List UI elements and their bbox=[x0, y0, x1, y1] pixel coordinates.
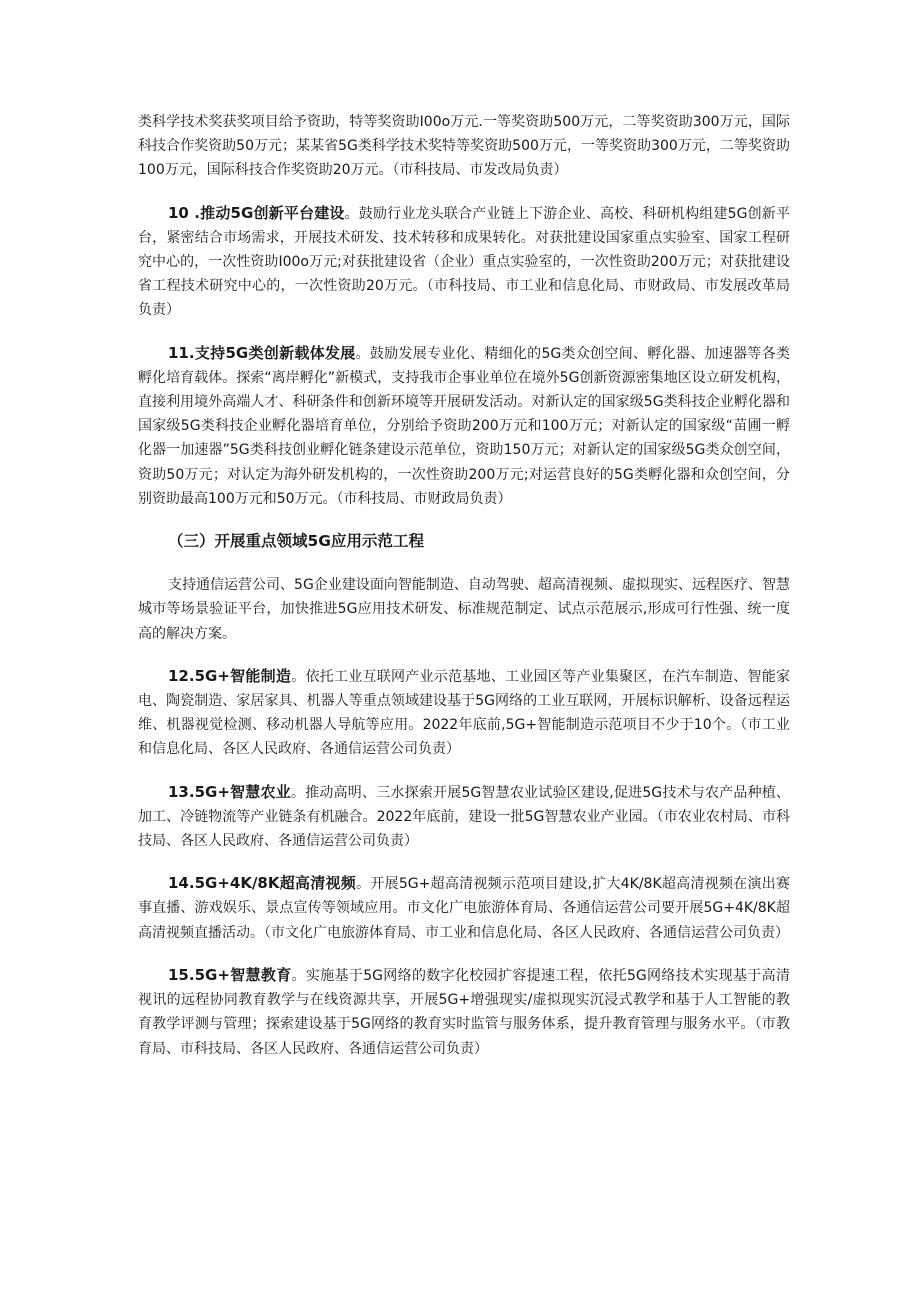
paragraph-body: 。鼓励行业龙头联合产业链上下游企业、高校、科研机构组建5G创新平台，紧密结合市场需求，开展技术研发、技术转移和成果转化。对获批建设国家重点实验室、国家工程研究中心的，一次性资助I00o万元;对获批建设省（企业）重点实验室的，一次性资助200万元；对获批建设省工程技术研究中心的，一次性资助20万元。（市科技局、市工业和信息化局、市财政局、市发展改革局负责） bbox=[138, 205, 790, 319]
paragraph-item-12 bbox=[138, 664, 790, 762]
item-heading: 12.5G+智能制造 bbox=[168, 666, 292, 685]
paragraph-body: 。实施基于5G网络的数字化校园扩容提速工程，依托5G网络技术实现基于高清视讯的远程协同教育教学与在线资源共享，开展5G+增强现实/虚拟现实沉浸式教学和基于人工智能的教育教学评测与管理；探索建设基于5G网络的教育实时监管与服务体系，提升教育管理与服务水平。（市教育局、市科技局、各区人民政府、各通信运营公司负责） bbox=[138, 967, 791, 1057]
paragraph-item-13 bbox=[138, 780, 790, 854]
item-heading: 10 .推动5G创新平台建设 bbox=[168, 203, 345, 222]
paragraph-body: 。依托工业互联网产业示范基地、工业园区等产业集聚区，在汽车制造、智能家电、陶瓷制造、家居家具、机器人等重点领域建设基于5G网络的工业互联网，开展标识解析、设备远程运维、机器视觉检测、移动机器人导航等应用。2022年底前,5G+智能制造示范项目不少于10个。（市工业和信息化局、各区人民政府、各通信运营公司负责） bbox=[138, 668, 790, 758]
document-page bbox=[138, 110, 790, 1079]
paragraph-continuation bbox=[138, 110, 790, 183]
paragraph-body: 类科学技术奖获奖项目给予资助，特等奖资助I00o万元.一等奖资助500万元，二等奖资助300万元，国际科技合作奖资助50万元；某某省5G类科学技术奖特等奖资助500万元，一等奖资助300万元，二等奖资助100万元，国际科技合作奖资助20万元。（市科技局、市发改局负责） bbox=[138, 114, 790, 179]
paragraph-item-11 bbox=[138, 341, 790, 511]
paragraph-body: 。推动高明、三水探索开展5G智慧农业试验区建设,促进5G技术与农产品种植、加工、冷链物流等产业链条有机融合。2022年底前，建设一批5G智慧农业产业园。（市农业农村局、市科技局、各区人民政府、各通信运营公司负责） bbox=[138, 784, 790, 850]
paragraph-item-10 bbox=[138, 201, 790, 323]
paragraph-item-14 bbox=[138, 871, 790, 945]
section-intro: 支持通信运营公司、5G企业建设面向智能制造、自动驾驶、超高清视频、虚拟现实、远程医疗、智慧城市等场景验证平台，加快推进5G应用技术研发、标准规范制定、试点示范展示,形成可行性强、统一度高的解决方案。 bbox=[138, 577, 790, 642]
item-heading: 14.5G+4K/8K超高清视频 bbox=[168, 874, 357, 893]
paragraph-item-15 bbox=[138, 963, 790, 1061]
item-heading: 15.5G+智慧教育 bbox=[168, 965, 292, 984]
item-heading: 11.支持5G类创新载体发展 bbox=[168, 343, 356, 362]
paragraph-body: 。开展5G+超高清视频示范项目建设,扩大4K/8K超高清视频在演出赛事直播、游戏娱乐、景点宣传等领域应用。市文化广电旅游体育局、各通信运营公司要开展5G+4K/8K超高清视频直播活动。（市文化广电旅游体育局、市工业和信息化局、各区人民政府、各通信运营公司负责） bbox=[138, 876, 791, 941]
paragraph-body: 。鼓励发展专业化、精细化的5G类众创空间、孵化器、加速器等各类孵化培育载体。探索“离岸孵化”新模式，支持我市企事业单位在境外5G创新资源密集地区设立研发机构，直接利用境外高端人才、科研条件和创新环境等开展研发活动。对新认定的国家级5G类科技企业孵化器和国家级5G类科技企业孵化器培育单位，分别给予资助200万元和100万元；对新认定的国家级“苗圃一孵化器一加速器”5G类科技创业孵化链条建设示范单位，资助150万元；对新认定的国家级5G类众创空间，资助50万元；对认定为海外研发机构的，一次性资助200万元;对运营良好的5G类孵化器和众创空间，分别资助最高100万元和50万元。（市科技局、市财政局负责） bbox=[138, 345, 790, 507]
section-heading: （三）开展重点领域5G应用示范工程 bbox=[168, 532, 425, 551]
item-heading: 13.5G+智慧农业 bbox=[168, 782, 291, 801]
